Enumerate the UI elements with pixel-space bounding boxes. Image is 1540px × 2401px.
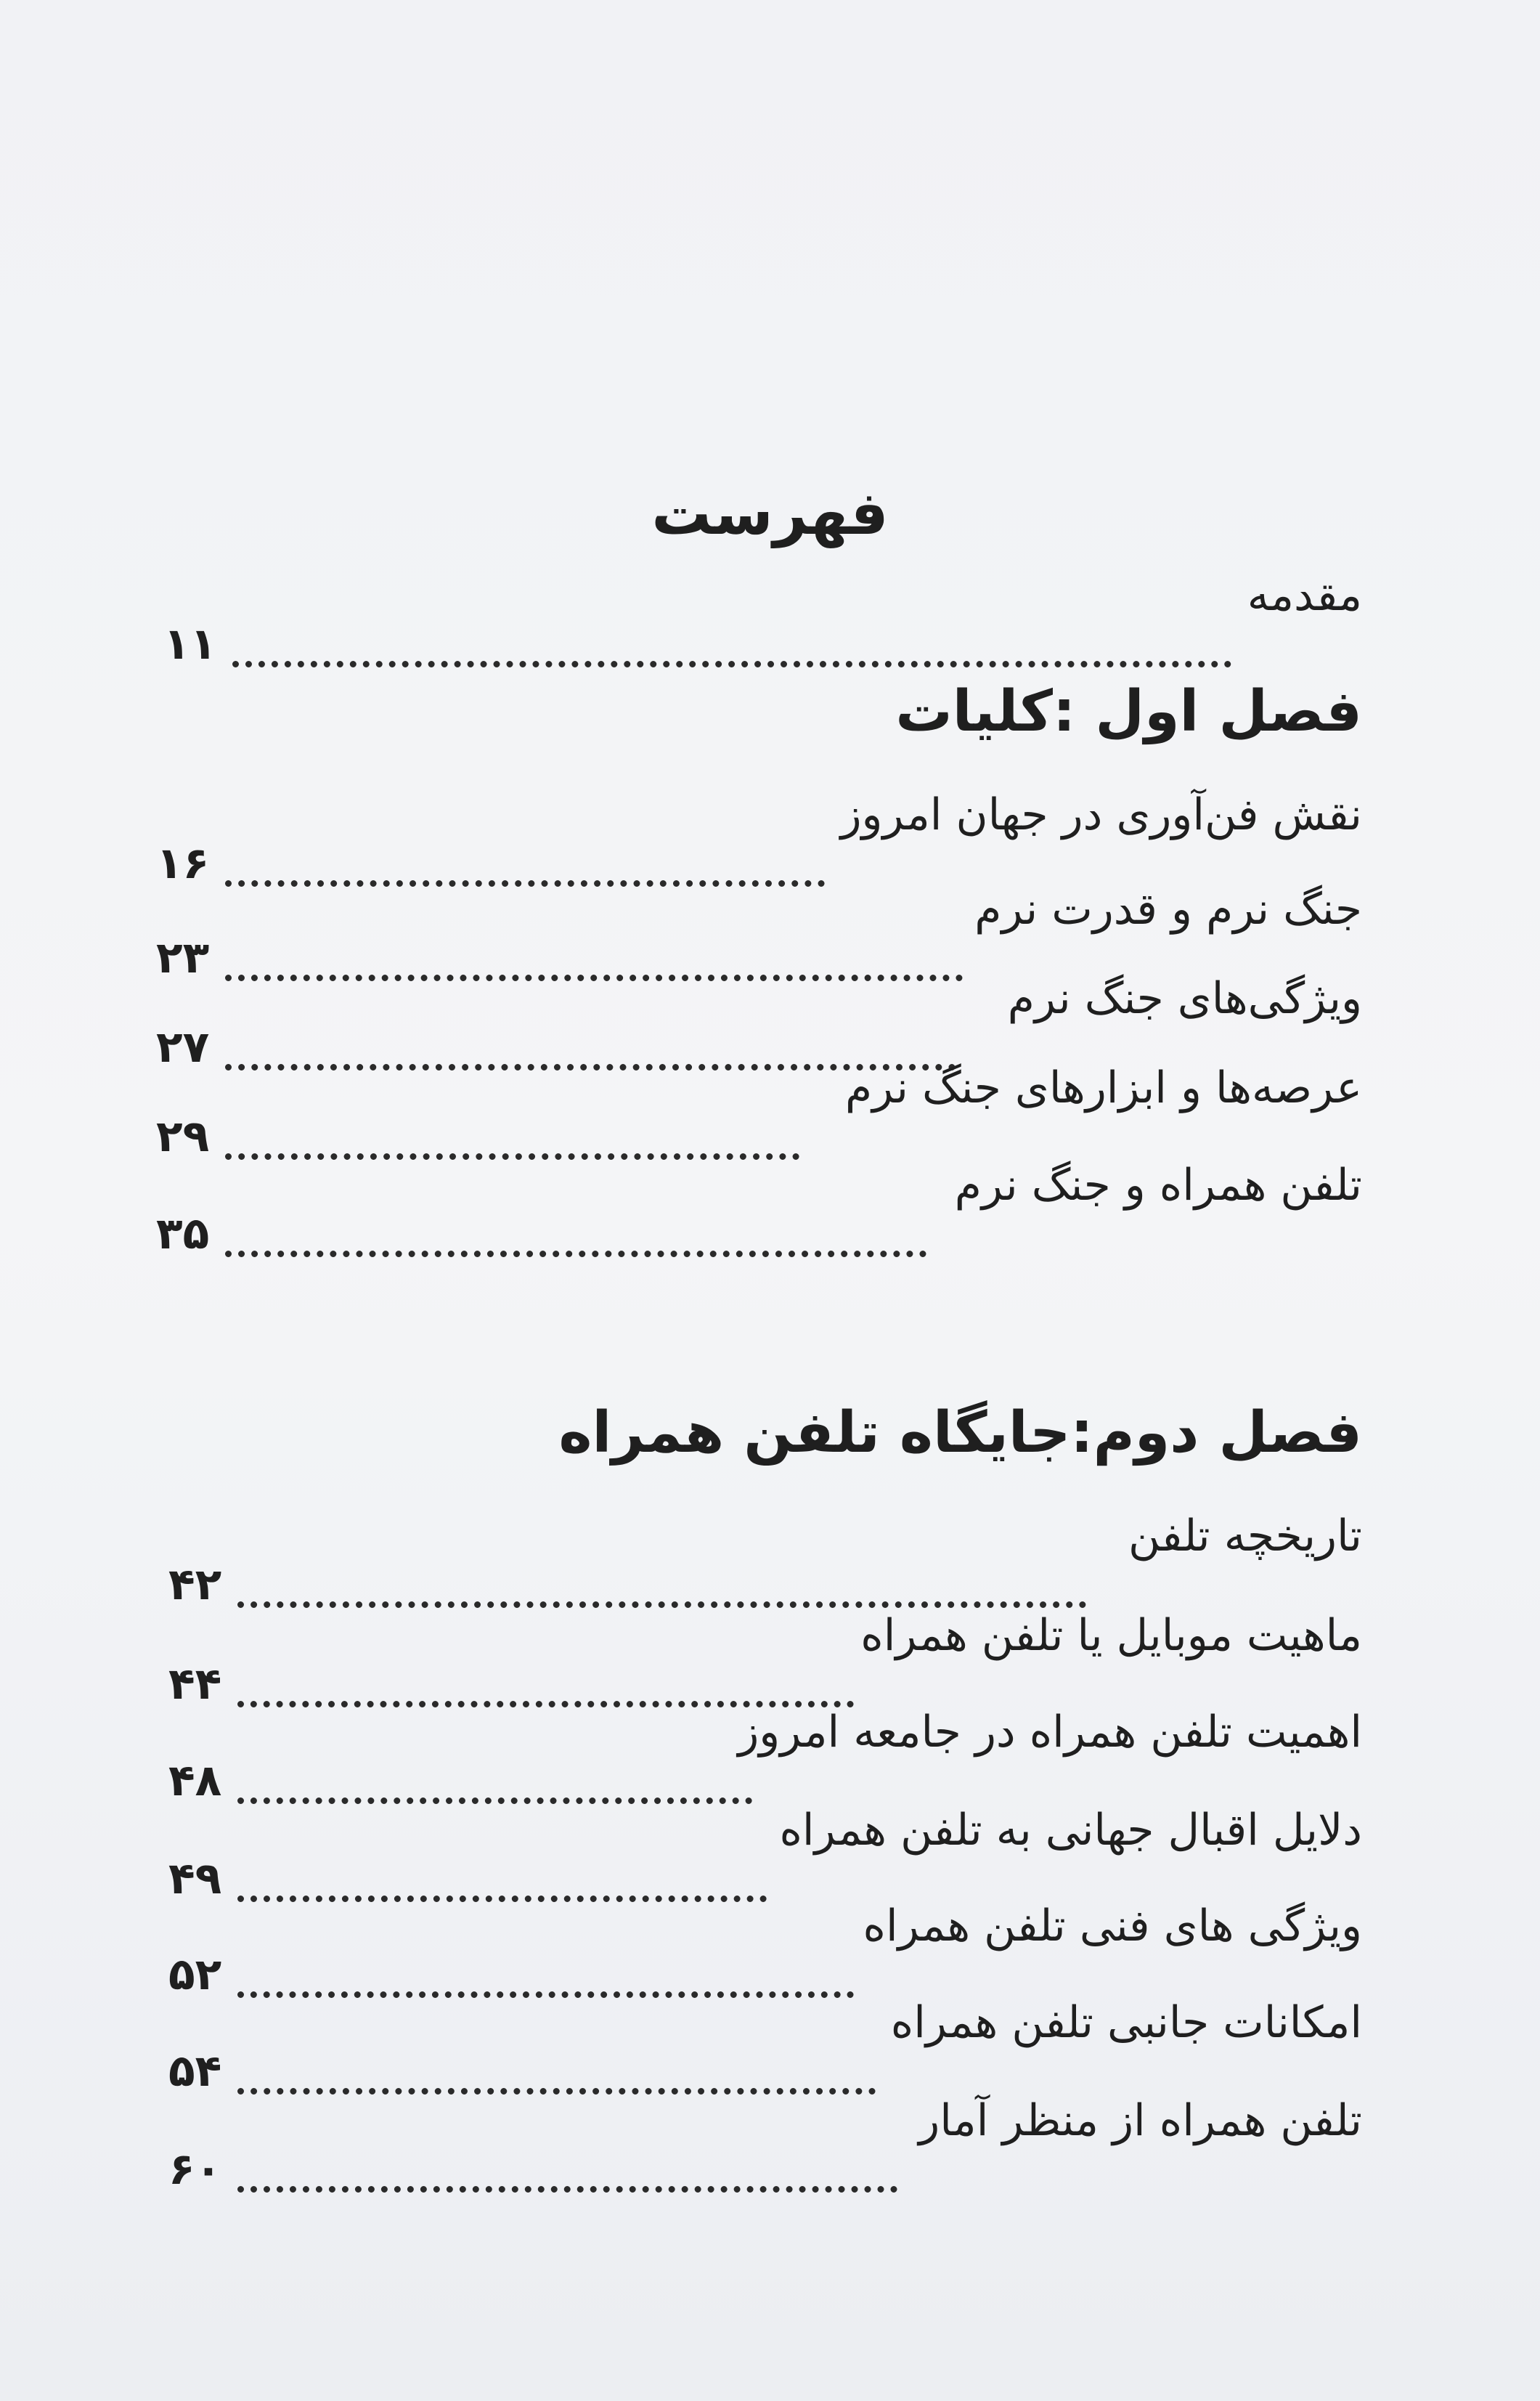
toc-entry bbox=[156, 970, 1362, 1071]
toc-entry-label: تلفن همراه و جنگ نرم bbox=[954, 1160, 1362, 1211]
dot-leader bbox=[237, 1672, 854, 1707]
dot-leader bbox=[232, 632, 1231, 667]
toc-entry bbox=[168, 1801, 1362, 1903]
toc-entry-page: ۴۸ bbox=[168, 1755, 222, 1806]
toc-entry bbox=[168, 1606, 1362, 1708]
toc-entry bbox=[168, 1994, 1362, 2095]
toc-entry-label: ویژگی های فنی تلفن همراه bbox=[863, 1901, 1362, 1951]
dot-leader bbox=[237, 1962, 854, 1998]
toc-entry-page: ۱۱ bbox=[163, 619, 217, 670]
toc-entry-page: ۳۵ bbox=[156, 1208, 210, 1259]
toc-entry-page: ۵۴ bbox=[168, 2046, 222, 2097]
dot-leader bbox=[237, 1768, 752, 1804]
toc-entry-page: ۶۰ bbox=[168, 2144, 222, 2195]
chapter-heading: فصل اول :کلیات bbox=[895, 679, 1362, 744]
toc-entry bbox=[168, 2092, 1362, 2193]
toc-entry-label: نقش فن‌آوری در جهان امروز bbox=[840, 789, 1362, 840]
toc-entry-page: ۴۲ bbox=[168, 1559, 222, 1610]
toc-entry-label: دلایل اقبال جهانی به تلفن همراه bbox=[779, 1805, 1362, 1856]
toc-entry-page: ۲۷ bbox=[156, 1022, 210, 1073]
toc-entry bbox=[156, 1156, 1362, 1258]
toc-entry-label: امکانات جانبی تلفن همراه bbox=[890, 1997, 1362, 2048]
toc-entry-label: جنگ نرم و قدرت نرم bbox=[974, 884, 1362, 935]
toc-entry bbox=[156, 1059, 1362, 1161]
dot-leader bbox=[225, 1222, 926, 1257]
dot-leader bbox=[237, 1572, 1086, 1608]
dot-leader bbox=[237, 2059, 876, 2095]
toc-entry-label: مقدمه bbox=[1247, 570, 1362, 621]
toc-entry-label: ماهیت موبایل یا تلفن همراه bbox=[860, 1610, 1362, 1661]
dot-leader bbox=[225, 1124, 799, 1160]
toc-entry-page: ۴۹ bbox=[168, 1853, 222, 1904]
toc-entry-page: ۵۲ bbox=[168, 1949, 222, 2000]
toc-entry bbox=[168, 1703, 1362, 1805]
toc-entry-page: ۱۶ bbox=[156, 838, 210, 889]
toc-entry bbox=[168, 1897, 1362, 1999]
toc-entry-label: تلفن همراه از منظر آمار bbox=[918, 2095, 1362, 2146]
dot-leader bbox=[237, 2157, 897, 2193]
toc-entry-label: عرصه‌ها و ابزارهای جنگ نرم bbox=[844, 1063, 1362, 1113]
toc-entry-label: ویژگی‌های جنگ نرم bbox=[1007, 973, 1362, 1024]
page-title: فهرست bbox=[651, 479, 889, 548]
toc-entry-page: ۲۹ bbox=[156, 1111, 210, 1162]
toc-entry bbox=[156, 880, 1362, 982]
toc-entry-label: تاریخچه تلفن bbox=[1128, 1511, 1362, 1561]
chapter-heading: فصل دوم:جایگاه تلفن همراه bbox=[558, 1400, 1362, 1466]
toc-entry-page: ۲۳ bbox=[156, 933, 210, 983]
toc-entry-intro bbox=[163, 566, 1362, 668]
toc-entry bbox=[168, 1507, 1362, 1609]
toc-entry-page: ۴۴ bbox=[168, 1659, 222, 1710]
toc-entry bbox=[156, 786, 1362, 887]
toc-entry-label: اهمیت تلفن همراه در جامعه امروز bbox=[738, 1707, 1362, 1758]
